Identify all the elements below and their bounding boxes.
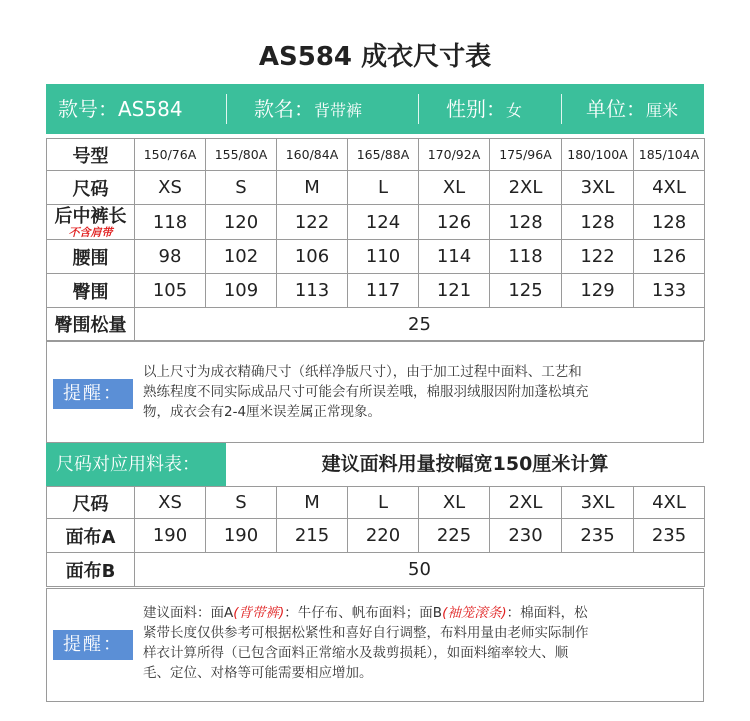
gender-field — [446, 84, 522, 134]
text-part: ：牛仔布、帆布面料；面B — [284, 605, 443, 621]
unit-value: 厘米 — [646, 101, 679, 120]
table-cell: 133 — [634, 274, 705, 308]
table-cell: 230 — [490, 519, 562, 553]
row-label: 尺码 — [47, 487, 135, 519]
row-label-note: 不含肩带 — [68, 225, 113, 239]
style-no-label: 款号： — [58, 97, 118, 121]
header-divider — [418, 94, 419, 124]
size-table — [46, 138, 705, 341]
table-cell: 114 — [419, 240, 490, 274]
reminder-line: 毛、定位、对格等可能需要相应增加。 — [143, 665, 373, 681]
table-cell: XS — [135, 487, 206, 519]
table-cell: 113 — [277, 274, 348, 308]
fabric-subheading: 建议面料用量按幅宽150厘米计算 — [321, 453, 609, 475]
header-divider — [226, 94, 227, 124]
style-name-field — [254, 84, 362, 134]
row-label: 臀围松量 — [47, 308, 135, 341]
table-cell: XL — [419, 171, 490, 205]
table-row — [47, 240, 705, 274]
table-row — [47, 487, 705, 519]
table-row — [47, 274, 705, 308]
reminder-badge: 提醒： — [53, 379, 133, 409]
table-cell: 3XL — [562, 487, 634, 519]
table-cell: 122 — [277, 205, 348, 240]
table-cell: 220 — [348, 519, 419, 553]
table-cell: 118 — [135, 205, 206, 240]
table-cell: 122 — [562, 240, 634, 274]
reminder-line: 紧带长度仅供参考可根据松紧性和喜好自行调整，布料用量由老师实际制作 — [143, 625, 589, 641]
text-part: ：棉面料，松 — [506, 605, 588, 621]
table-cell: M — [277, 171, 348, 205]
table-cell: 185/104A — [634, 139, 705, 171]
table-cell: 128 — [634, 205, 705, 240]
table-cell: 155/80A — [206, 139, 277, 171]
table-cell: 106 — [277, 240, 348, 274]
highlight-text: (袖笼滚条) — [442, 605, 507, 621]
table-cell: 4XL — [634, 171, 705, 205]
reminder-badge: 提醒： — [53, 630, 133, 660]
gender-value: 女 — [506, 101, 523, 120]
table-cell: 175/96A — [490, 139, 562, 171]
table-cell: 235 — [562, 519, 634, 553]
table-row — [47, 171, 705, 205]
table-cell: 118 — [490, 240, 562, 274]
table-cell: 105 — [135, 274, 206, 308]
reminder-line: 以上尺寸为成衣精确尺寸（纸样净版尺寸），由于加工过程中面料、工艺和 — [143, 364, 582, 380]
table-row — [47, 205, 705, 240]
header-divider — [561, 94, 562, 124]
table-cell: 121 — [419, 274, 490, 308]
table-cell: 235 — [634, 519, 705, 553]
table-cell: 3XL — [562, 171, 634, 205]
reminder-text — [143, 603, 699, 683]
table-cell: 109 — [206, 274, 277, 308]
row-label-main: 后中裤长 — [54, 205, 127, 227]
highlight-text: (背带裤) — [233, 605, 285, 621]
row-label — [47, 205, 135, 240]
table-cell: 125 — [490, 274, 562, 308]
reminder-text — [143, 362, 699, 422]
table-row — [47, 553, 705, 587]
gender-label: 性别： — [446, 97, 506, 121]
table-cell: 190 — [206, 519, 277, 553]
table-cell: M — [277, 487, 348, 519]
table-cell: 126 — [634, 240, 705, 274]
table-cell: XL — [419, 487, 490, 519]
table-cell: 102 — [206, 240, 277, 274]
table-row — [47, 139, 705, 171]
table-cell: 190 — [135, 519, 206, 553]
unit-field — [586, 84, 678, 134]
row-label: 面布A — [47, 519, 135, 553]
table-row — [47, 519, 705, 553]
table-cell: 180/100A — [562, 139, 634, 171]
table-cell: 2XL — [490, 487, 562, 519]
row-label: 臀围 — [47, 274, 135, 308]
table-cell: 126 — [419, 205, 490, 240]
table-cell: 160/84A — [277, 139, 348, 171]
table-cell: 50 — [135, 553, 705, 587]
reminder-line: 物，成衣会有2-4厘米误差属正常现象。 — [143, 404, 382, 420]
table-cell: 2XL — [490, 171, 562, 205]
style-name-value: 背带裤 — [314, 101, 363, 120]
table-cell: 124 — [348, 205, 419, 240]
table-cell: 215 — [277, 519, 348, 553]
table-cell: 110 — [348, 240, 419, 274]
table-cell: XS — [135, 171, 206, 205]
table-cell: 98 — [135, 240, 206, 274]
table-cell: S — [206, 487, 277, 519]
table-cell: 170/92A — [419, 139, 490, 171]
table-cell: S — [206, 171, 277, 205]
table-cell: 129 — [562, 274, 634, 308]
row-label: 面布B — [47, 553, 135, 587]
table-cell: 117 — [348, 274, 419, 308]
table-cell: L — [348, 487, 419, 519]
fabric-heading-bar — [46, 443, 704, 486]
row-label: 腰围 — [47, 240, 135, 274]
table-cell: 120 — [206, 205, 277, 240]
table-row — [47, 308, 705, 341]
page-title: AS584 成衣尺寸表 — [258, 42, 492, 72]
row-label: 号型 — [47, 139, 135, 171]
table-cell: 128 — [562, 205, 634, 240]
fabric-heading: 尺码对应用料表： — [46, 443, 226, 486]
table-cell: 128 — [490, 205, 562, 240]
style-name-label: 款名： — [254, 97, 314, 121]
reminder-line: 样衣计算所得（已包含面料正常缩水及裁剪损耗），如面料缩率较大、顺 — [143, 645, 569, 661]
row-label: 尺码 — [47, 171, 135, 205]
fabric-table — [46, 486, 705, 587]
reminder-box — [46, 341, 704, 443]
table-cell: 165/88A — [348, 139, 419, 171]
unit-label: 单位： — [586, 97, 646, 121]
table-cell: 225 — [419, 519, 490, 553]
style-no-value: AS584 — [118, 97, 183, 121]
table-cell: 150/76A — [135, 139, 206, 171]
info-header — [46, 84, 704, 134]
table-cell: 4XL — [634, 487, 705, 519]
reminder-line: 熟练程度不同实际成品尺寸可能会有所误差哦，棉服羽绒服因附加蓬松填充 — [143, 384, 589, 400]
style-no-field — [58, 84, 183, 134]
reminder-box-2 — [46, 588, 704, 702]
table-cell: 25 — [135, 308, 705, 341]
table-cell: L — [348, 171, 419, 205]
text-part: 建议面料：面A — [143, 605, 234, 621]
reminder-line — [143, 603, 699, 623]
